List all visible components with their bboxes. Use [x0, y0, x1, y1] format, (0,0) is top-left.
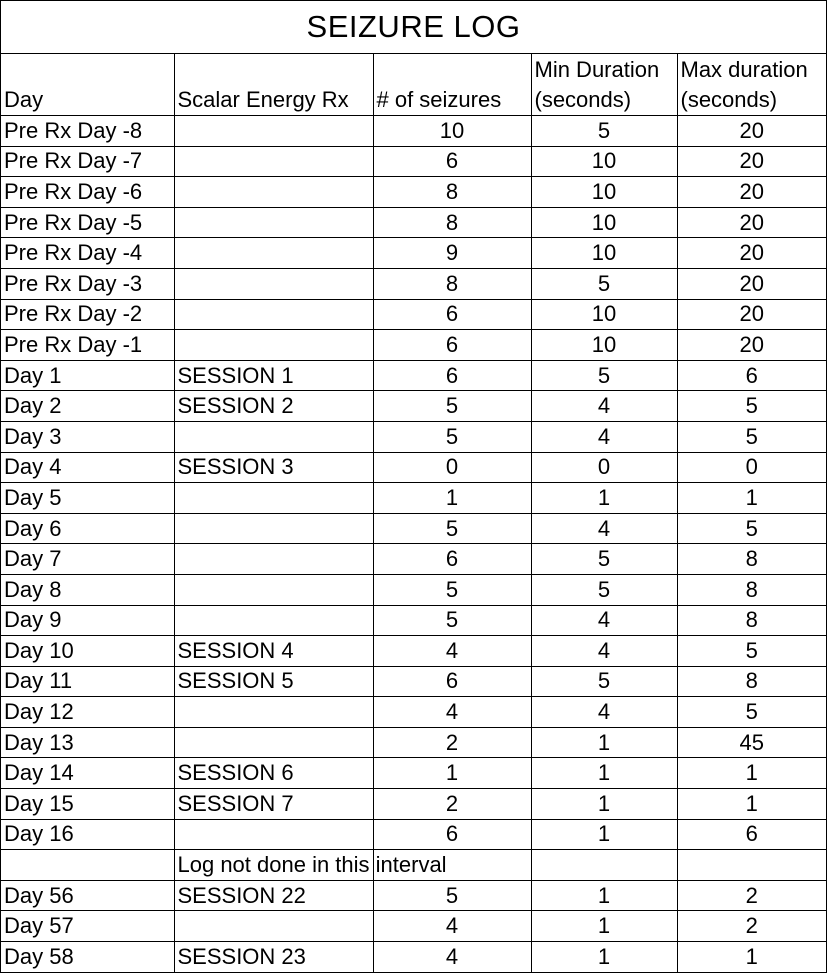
table-row — [1, 727, 826, 758]
min-duration-cell: 4 — [531, 636, 677, 667]
table-row — [1, 697, 826, 728]
seizure-count-cell: 6 — [373, 666, 531, 697]
seizure-count-cell: 10 — [373, 116, 531, 147]
table-row — [1, 819, 826, 850]
min-duration-cell: 0 — [531, 452, 677, 483]
table-row — [1, 666, 826, 697]
seizure-count-cell: 9 — [373, 238, 531, 269]
day-cell: Pre Rx Day -6 — [1, 177, 174, 208]
table-row — [1, 942, 826, 973]
max-duration-cell: 5 — [677, 391, 826, 422]
max-duration-cell: 20 — [677, 146, 826, 177]
min-duration-cell: 10 — [531, 146, 677, 177]
min-duration-cell: 5 — [531, 574, 677, 605]
day-cell: Day 1 — [1, 360, 174, 391]
rx-cell: SESSION 5 — [174, 666, 373, 697]
min-duration-cell: 1 — [531, 727, 677, 758]
seizure-count-cell: 1 — [373, 758, 531, 789]
max-duration-cell: 1 — [677, 483, 826, 514]
rx-cell — [174, 177, 373, 208]
seizure-count-cell: 2 — [373, 789, 531, 820]
min-duration-cell: 4 — [531, 391, 677, 422]
header-count: # of seizures — [373, 54, 531, 116]
min-duration-cell: 4 — [531, 513, 677, 544]
table-row — [1, 880, 826, 911]
table-row — [1, 177, 826, 208]
table-row — [1, 268, 826, 299]
min-duration-cell: 10 — [531, 330, 677, 361]
rx-cell — [174, 268, 373, 299]
day-cell: Day 56 — [1, 880, 174, 911]
max-duration-cell: 20 — [677, 207, 826, 238]
seizure-count-cell: 6 — [373, 544, 531, 575]
rx-cell — [174, 116, 373, 147]
day-cell: Day 5 — [1, 483, 174, 514]
rx-cell — [174, 299, 373, 330]
seizure-count-cell: 1 — [373, 483, 531, 514]
header-min-duration — [531, 54, 677, 116]
max-duration-cell: 8 — [677, 666, 826, 697]
min-duration-cell: 5 — [531, 116, 677, 147]
min-duration-cell: 1 — [531, 819, 677, 850]
table-row — [1, 330, 826, 361]
min-duration-cell: 1 — [531, 880, 677, 911]
seizure-count-cell: 5 — [373, 605, 531, 636]
day-cell: Day 14 — [1, 758, 174, 789]
day-cell: Day 13 — [1, 727, 174, 758]
day-cell: Pre Rx Day -5 — [1, 207, 174, 238]
max-duration-cell: 5 — [677, 697, 826, 728]
max-duration-cell — [677, 850, 826, 881]
min-duration-cell: 5 — [531, 360, 677, 391]
rx-cell: SESSION 23 — [174, 942, 373, 973]
day-cell: Day 57 — [1, 911, 174, 942]
header-min-line2: (seconds) — [534, 87, 632, 112]
min-duration-cell — [531, 850, 677, 881]
table-row — [1, 789, 826, 820]
header-row — [1, 54, 826, 116]
max-duration-cell: 1 — [677, 942, 826, 973]
day-cell: Day 10 — [1, 636, 174, 667]
table-row — [1, 299, 826, 330]
rx-cell: SESSION 22 — [174, 880, 373, 911]
seizure-count-cell: 5 — [373, 391, 531, 422]
seizure-count-cell: 5 — [373, 880, 531, 911]
header-day: Day — [1, 54, 174, 116]
day-cell: Pre Rx Day -7 — [1, 146, 174, 177]
max-duration-cell: 20 — [677, 268, 826, 299]
day-cell: Day 12 — [1, 697, 174, 728]
min-duration-cell: 1 — [531, 911, 677, 942]
table-row — [1, 513, 826, 544]
day-cell: Day 7 — [1, 544, 174, 575]
max-duration-cell: 45 — [677, 727, 826, 758]
day-cell: Pre Rx Day -1 — [1, 330, 174, 361]
max-duration-cell: 20 — [677, 177, 826, 208]
seizure-count-cell: 6 — [373, 146, 531, 177]
table-row — [1, 116, 826, 147]
day-cell: Day 16 — [1, 819, 174, 850]
table-row — [1, 391, 826, 422]
day-cell: Pre Rx Day -2 — [1, 299, 174, 330]
table-row — [1, 758, 826, 789]
seizure-count-cell: 5 — [373, 421, 531, 452]
seizure-count-cell: 2 — [373, 727, 531, 758]
min-duration-cell: 4 — [531, 421, 677, 452]
seizure-count-cell: 4 — [373, 942, 531, 973]
header-rx: Scalar Energy Rx — [174, 54, 373, 116]
day-cell: Day 2 — [1, 391, 174, 422]
min-duration-cell: 1 — [531, 789, 677, 820]
rx-cell: SESSION 6 — [174, 758, 373, 789]
rx-cell — [174, 697, 373, 728]
rx-cell — [174, 421, 373, 452]
min-duration-cell: 5 — [531, 544, 677, 575]
seizure-count-cell: 5 — [373, 513, 531, 544]
max-duration-cell: 8 — [677, 544, 826, 575]
table-row — [1, 452, 826, 483]
day-cell: Day 9 — [1, 605, 174, 636]
rx-cell: SESSION 2 — [174, 391, 373, 422]
max-duration-cell: 6 — [677, 360, 826, 391]
rx-cell: SESSION 7 — [174, 789, 373, 820]
table-row — [1, 483, 826, 514]
table-row — [1, 911, 826, 942]
day-cell — [1, 850, 174, 881]
day-cell: Day 15 — [1, 789, 174, 820]
seizure-count-cell: 6 — [373, 819, 531, 850]
day-cell: Day 4 — [1, 452, 174, 483]
min-duration-cell: 10 — [531, 238, 677, 269]
table-row — [1, 207, 826, 238]
table-row — [1, 574, 826, 605]
rx-cell — [174, 544, 373, 575]
seizure-count-cell: 4 — [373, 636, 531, 667]
seizure-count-cell: 8 — [373, 268, 531, 299]
rx-cell — [174, 330, 373, 361]
day-cell: Day 3 — [1, 421, 174, 452]
header-max-line2: (seconds) — [680, 87, 778, 112]
seizure-count-cell: 6 — [373, 299, 531, 330]
table-row — [1, 636, 826, 667]
max-duration-cell: 0 — [677, 452, 826, 483]
rx-cell — [174, 819, 373, 850]
interval-note-row — [1, 850, 826, 881]
max-duration-cell: 5 — [677, 636, 826, 667]
seizure-count-cell: 6 — [373, 330, 531, 361]
rx-cell — [174, 727, 373, 758]
max-duration-cell: 20 — [677, 238, 826, 269]
table-row — [1, 360, 826, 391]
table-row — [1, 421, 826, 452]
day-cell: Pre Rx Day -3 — [1, 268, 174, 299]
rx-cell — [174, 911, 373, 942]
rx-cell — [174, 238, 373, 269]
max-duration-cell: 1 — [677, 758, 826, 789]
page-title: SEIZURE LOG — [1, 1, 826, 54]
max-duration-cell: 2 — [677, 911, 826, 942]
min-duration-cell: 4 — [531, 605, 677, 636]
max-duration-cell: 5 — [677, 513, 826, 544]
table-row — [1, 146, 826, 177]
max-duration-cell: 8 — [677, 574, 826, 605]
min-duration-cell: 10 — [531, 299, 677, 330]
rx-cell — [174, 146, 373, 177]
seizure-count-cell: 5 — [373, 574, 531, 605]
rx-cell: SESSION 1 — [174, 360, 373, 391]
max-duration-cell: 20 — [677, 330, 826, 361]
min-duration-cell: 4 — [531, 697, 677, 728]
rx-cell — [174, 513, 373, 544]
rx-cell: SESSION 4 — [174, 636, 373, 667]
seizure-count-cell: 4 — [373, 697, 531, 728]
rx-cell — [174, 574, 373, 605]
rx-cell — [174, 483, 373, 514]
day-cell: Day 6 — [1, 513, 174, 544]
max-duration-cell: 8 — [677, 605, 826, 636]
day-cell: Day 58 — [1, 942, 174, 973]
log-body — [1, 116, 826, 973]
min-duration-cell: 5 — [531, 666, 677, 697]
min-duration-cell: 10 — [531, 177, 677, 208]
seizure-count-cell: 6 — [373, 360, 531, 391]
rx-cell: SESSION 3 — [174, 452, 373, 483]
day-cell: Pre Rx Day -8 — [1, 116, 174, 147]
min-duration-cell: 1 — [531, 942, 677, 973]
seizure-count-cell: 8 — [373, 207, 531, 238]
max-duration-cell: 2 — [677, 880, 826, 911]
min-duration-cell: 5 — [531, 268, 677, 299]
day-cell: Day 8 — [1, 574, 174, 605]
min-duration-cell: 1 — [531, 483, 677, 514]
max-duration-cell: 5 — [677, 421, 826, 452]
min-duration-cell: 1 — [531, 758, 677, 789]
header-max-duration — [677, 54, 826, 116]
table-row — [1, 544, 826, 575]
day-cell: Pre Rx Day -4 — [1, 238, 174, 269]
header-min-line1: Min Duration — [534, 57, 660, 82]
seizure-log-table — [1, 54, 826, 973]
table-row — [1, 238, 826, 269]
rx-cell — [174, 207, 373, 238]
seizure-count-cell: 4 — [373, 911, 531, 942]
rx-cell: Log not done in this interval — [174, 850, 373, 881]
day-cell: Day 11 — [1, 666, 174, 697]
max-duration-cell: 20 — [677, 116, 826, 147]
rx-cell — [174, 605, 373, 636]
max-duration-cell: 20 — [677, 299, 826, 330]
seizure-count-cell: 0 — [373, 452, 531, 483]
max-duration-cell: 1 — [677, 789, 826, 820]
max-duration-cell: 6 — [677, 819, 826, 850]
seizure-count-cell: 8 — [373, 177, 531, 208]
header-max-line1: Max duration — [680, 57, 808, 82]
min-duration-cell: 10 — [531, 207, 677, 238]
table-row — [1, 605, 826, 636]
